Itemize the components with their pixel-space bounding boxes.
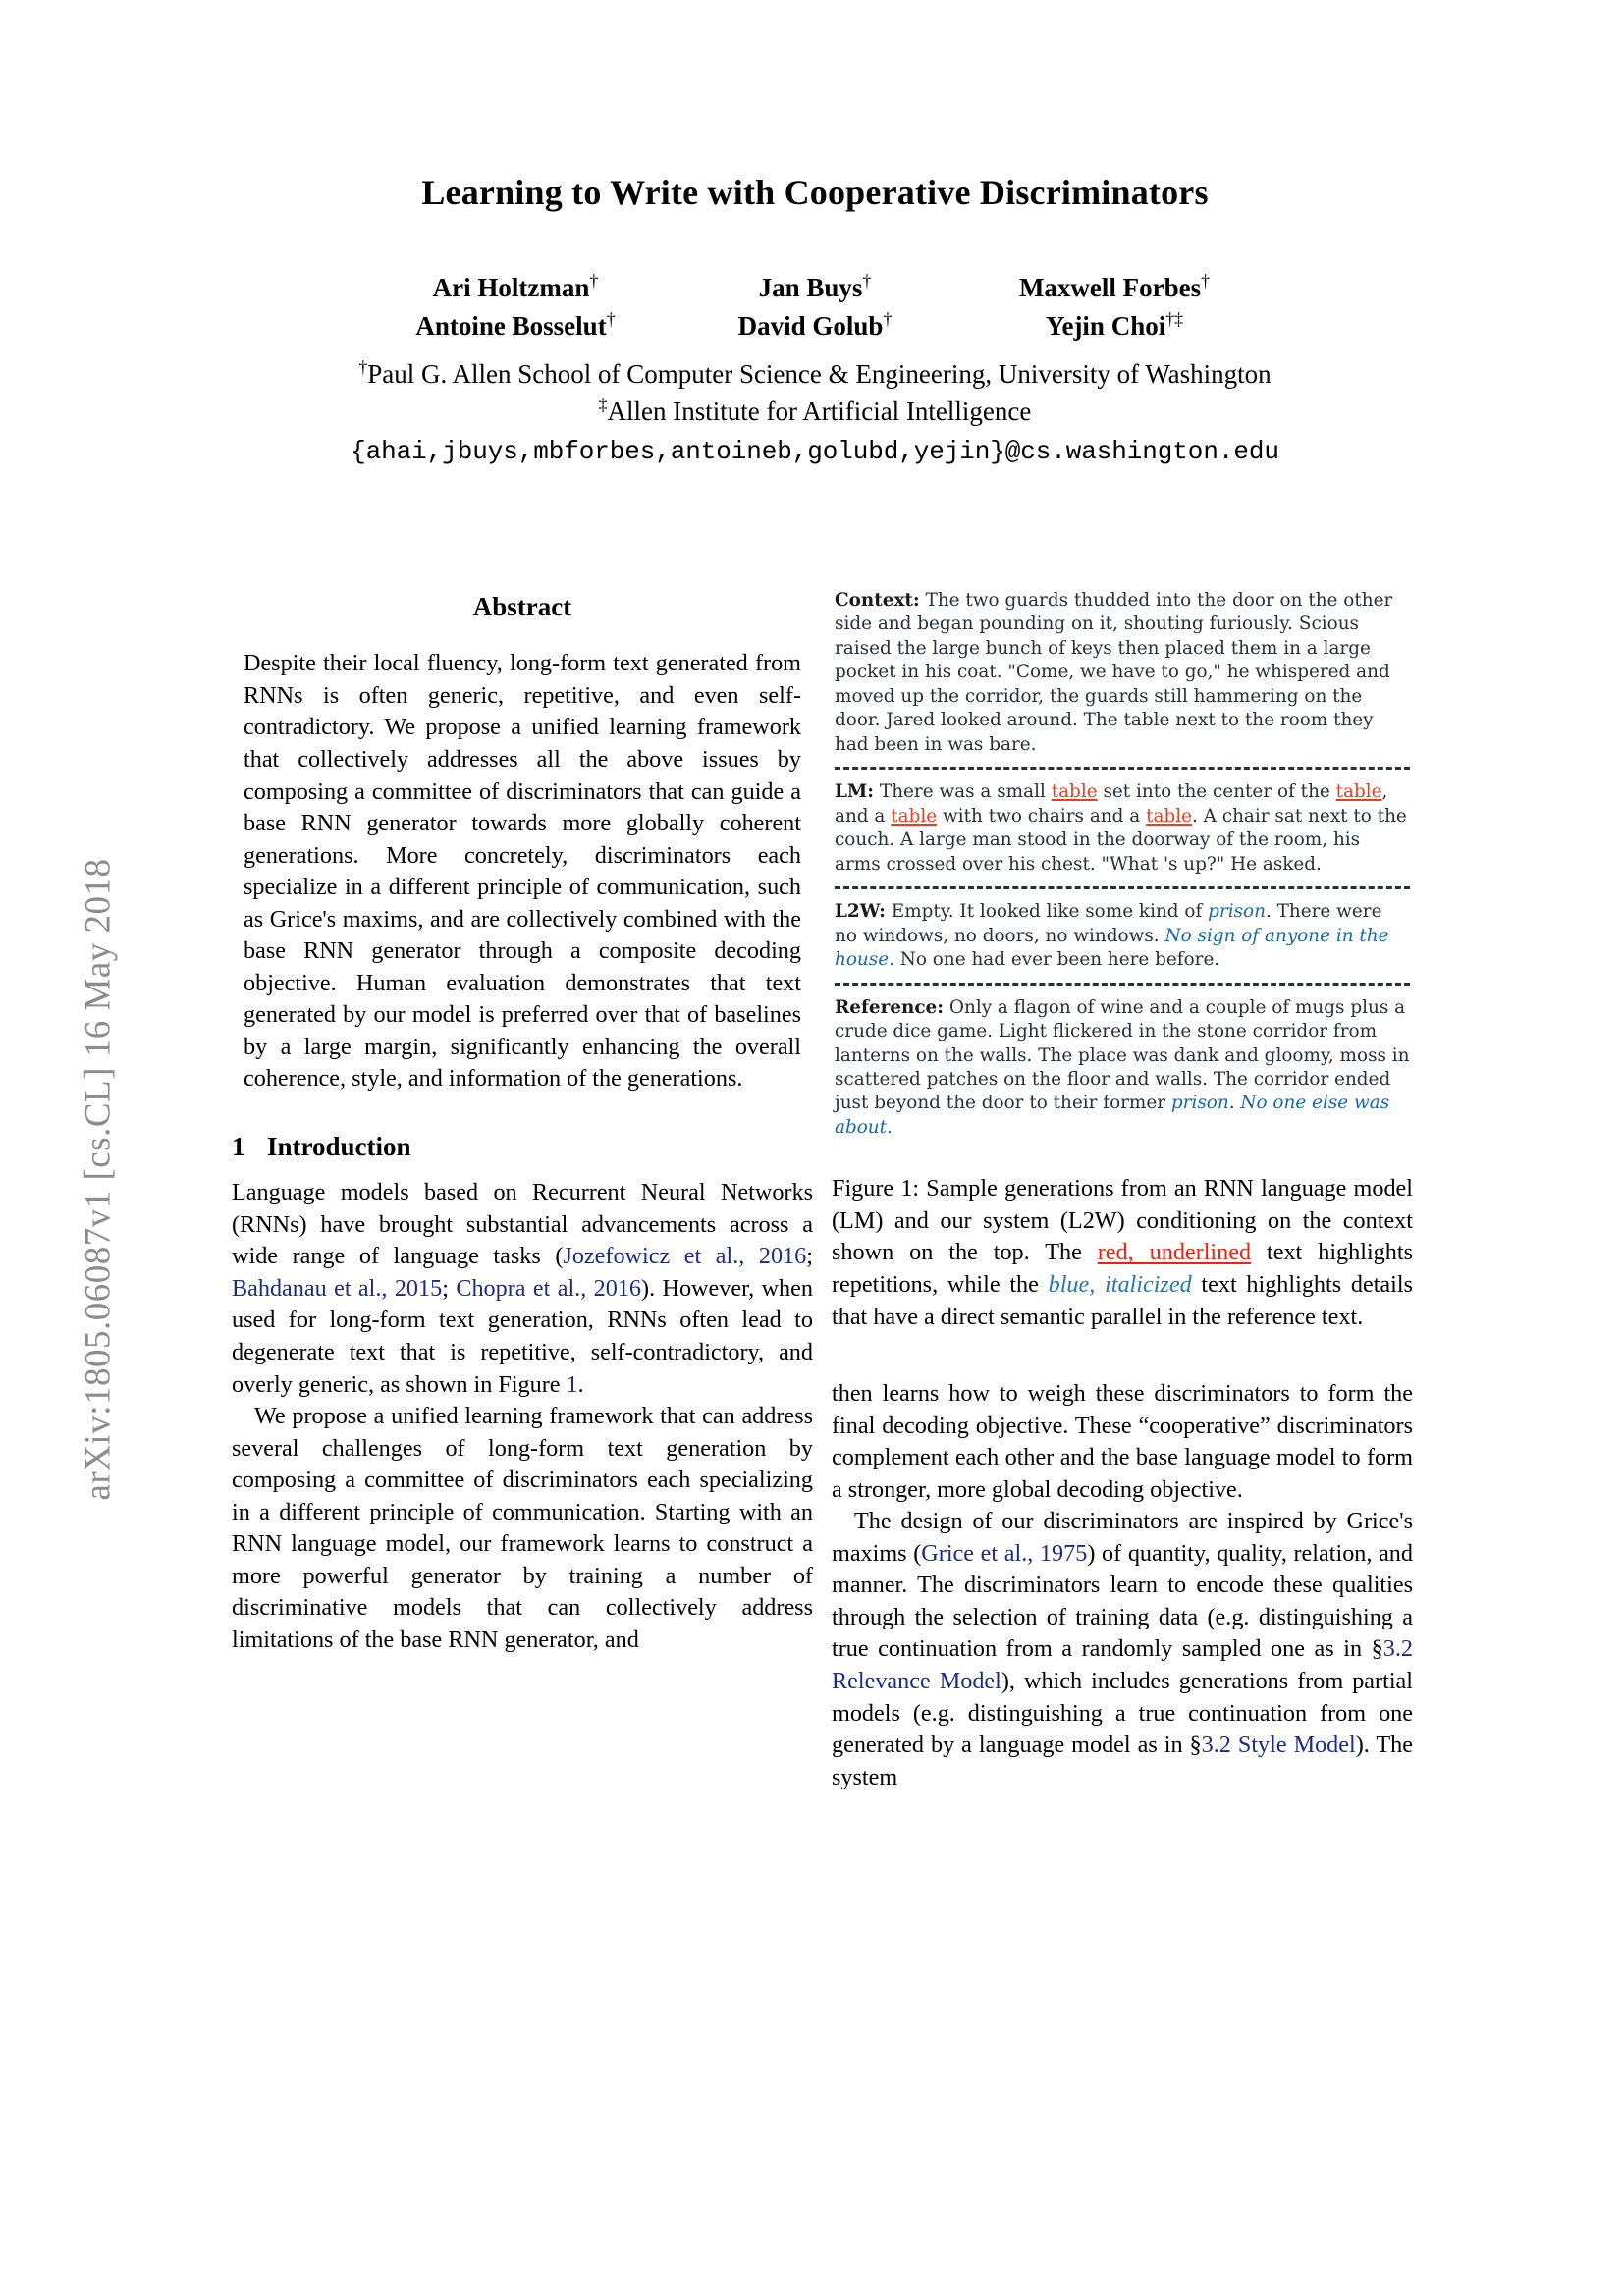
left-column — [232, 589, 813, 1656]
figure-reference-link[interactable]: 1 — [566, 1370, 578, 1398]
caption-text-a: Figure 1: Sample generations from an RNN language model (LM) and our system (L2W) conditioning on the context shown on the top. The — [832, 1175, 1413, 1266]
parallel-highlight: prison — [1208, 901, 1266, 923]
author-antoine-bosselut: Antoine Bosselut† — [415, 308, 616, 341]
section-heading-introduction — [232, 1129, 813, 1164]
citation-separator: ; — [442, 1274, 457, 1302]
figure-block-context — [835, 589, 1410, 757]
repetition-highlight: table — [1146, 805, 1192, 827]
lm-text-8: . A chair sat next to the couch. A large man stood in the doorway of the room, his arms crossed over his chest. "What 's up?" He asked. — [835, 805, 1407, 875]
author-affiliation-mark: † — [862, 271, 872, 292]
figure-1-caption — [832, 1173, 1413, 1333]
repetition-highlight: table — [1335, 781, 1382, 803]
parallel-highlight: No sign of anyone in the house. — [835, 925, 1389, 971]
ref-text-2: . — [1228, 1093, 1241, 1114]
figure-block-l2w — [835, 900, 1410, 972]
abstract-body: Despite their local fluency, long-form text generated from RNNs is often generic, repetitive, and even self-contradictory. We propose a unified learning framework that collectively addresses all the above issues by composing a committee of discriminators that can guide a base RNN generator towards more globally coherent generations. More concretely, discriminators each specialize in a different principle of communication, such as Grice's maxims, and are collectively combined with the base RNN generator through a composite decoding objective. Human evaluation demonstrates that text generated by our model is preferred over that of baselines by a large margin, significantly enhancing the overall coherence, style, and information of the generations. — [244, 650, 801, 1093]
author-list — [162, 269, 1468, 345]
author-yejin-choi: Yejin Choi†‡ — [1045, 308, 1184, 341]
l2w-text-4: No one had ever been here before. — [893, 949, 1220, 971]
section-link-relevance-model[interactable]: 3.2 Relevance Model — [832, 1635, 1413, 1695]
author-affiliation-mark: † — [606, 308, 616, 329]
author-maxwell-forbes: Maxwell Forbes† — [1018, 271, 1211, 303]
figure-divider-3 — [835, 983, 1410, 986]
affiliation-mark: † — [358, 356, 368, 377]
author-affiliation-mark: †‡ — [1165, 308, 1184, 329]
arxiv-stamp-text: arXiv:1805.06087v1 [cs.CL] 16 May 2018 — [78, 858, 119, 1501]
intro-text-a: Language models based on Recurrent Neural Networks (RNNs) have brought substantial advancements across a wide range of language tasks ( — [232, 1179, 813, 1270]
right-text-c: ), which includes generations from partial models (e.g. distinguishing a true continuation from one generated by a language model as in § — [832, 1668, 1413, 1759]
contact-email: {ahai,jbuys,mbforbes,antoineb,golubd,yejin}@cs.washington.edu — [351, 437, 1279, 467]
figure-1-panel — [832, 589, 1413, 1140]
lm-text-0: There was a small — [874, 781, 1052, 803]
right-column-body — [832, 1378, 1413, 1793]
right-paragraph-2 — [832, 1506, 1413, 1793]
figure-label-reference: Reference: — [835, 996, 945, 1018]
abstract-heading: Abstract — [472, 592, 572, 621]
parallel-highlight: prison — [1170, 1093, 1229, 1114]
section-title: Introduction — [267, 1131, 411, 1161]
lm-text-2: set into the center of the — [1097, 781, 1336, 803]
caption-text-b: text highlights repetitions, while the — [832, 1239, 1413, 1299]
figure-label-lm: LM: — [835, 781, 875, 803]
repetition-highlight: table — [891, 805, 938, 827]
section-link-style-model[interactable]: 3.2 Style Model — [1201, 1732, 1356, 1759]
affiliation-ai2: ‡Allen Institute for Artificial Intelligence — [598, 394, 1032, 426]
author-jan-buys: Jan Buys† — [758, 271, 872, 303]
affiliation-mark: ‡ — [598, 394, 608, 414]
affiliation-uw: †Paul G. Allen School of Computer Science & Engineering, University of Washington — [358, 356, 1272, 389]
figure-divider-2 — [835, 886, 1410, 889]
right-text-a: The design of our discriminators are inspired by Grice's maxims ( — [832, 1508, 1413, 1567]
l2w-text-2: . There were no windows, no doors, no windows. — [835, 901, 1382, 946]
intro-text-b: ). However, when used for long-form text generation, RNNs often lead to degenerate text that is repetitive, self-contradictory, and overly generic, as shown in Figure — [232, 1274, 813, 1398]
figure-divider-1 — [835, 767, 1410, 770]
figure-text-context: The two guards thudded into the door on the other side and began pounding on it, shouting furiously. Scious raised the large bunch of keys then placed them in a large pocket in his coat. "Come, we have to go," he whispered and moved up the corridor, the guards still hammering on the door. Jared looked around. The table next to the room they had been in was bare. — [835, 590, 1393, 755]
intro-text-c: . — [577, 1370, 584, 1398]
caption-red-legend: red, underlined — [1097, 1239, 1252, 1266]
right-paragraph-1: then learns how to weigh these discriminators to form the final decoding objective. These “cooperative” discriminators complement each other and the base language model to form a stronger, more global decoding objective. — [832, 1380, 1413, 1503]
author-row-1 — [162, 269, 1468, 306]
section-number: 1 — [232, 1131, 245, 1161]
parallel-highlight: No one else was about. — [835, 1093, 1390, 1138]
title-block — [162, 172, 1468, 466]
citation-chopra[interactable]: Chopra et al., 2016 — [456, 1274, 642, 1302]
citation-grice[interactable]: Grice et al., 1975 — [921, 1539, 1088, 1567]
right-text-d: ). The system — [832, 1732, 1413, 1790]
intro-paragraph-1 — [232, 1177, 813, 1401]
right-text-b: ) of quantity, quality, relation, and manner. The discriminators learn to encode these qualities through the selection of training data (e.g. distinguishing a true continuation from a randomly sampled one as in § — [832, 1539, 1413, 1663]
author-affiliation-mark: † — [1201, 271, 1211, 292]
citation-jozefowicz[interactable]: Jozefowicz et al., 2016 — [563, 1243, 807, 1270]
repetition-highlight: table — [1051, 781, 1098, 803]
lm-text-6: with two chairs and a — [937, 805, 1147, 827]
right-column — [832, 589, 1413, 1793]
figure-label-context: Context: — [835, 590, 920, 611]
figure-block-reference — [835, 996, 1410, 1141]
author-affiliation-mark: † — [589, 271, 599, 292]
figure-label-l2w: L2W: — [835, 901, 886, 923]
author-david-golub: David Golub† — [737, 308, 893, 341]
author-ari-holtzman: Ari Holtzman† — [432, 271, 599, 303]
citation-bahdanau[interactable]: Bahdanau et al., 2015 — [232, 1274, 443, 1302]
lm-text-4: , and a — [835, 781, 1388, 827]
author-affiliation-mark: † — [883, 308, 893, 329]
ref-text-0: Only a flagon of wine and a couple of mugs plus a crude dice game. Light flickered in the stone corridor from lanterns on the walls. The place was dank and gloomy, moss in scattered patches on the floor and walls. The corridor ended just beyond the door to their former — [835, 996, 1410, 1114]
caption-blue-legend: blue, italicized — [1048, 1271, 1192, 1299]
figure-block-lm — [835, 780, 1410, 877]
intro-paragraph-2: We propose a unified learning framework that can address several challenges of long-form text generation by composing a committee of discriminators each specializing in a different principle of communication. Starting with an RNN language model, our framework learns to construct a more powerful generator by training a number of discriminative models that can collectively address limitations of the base RNN generator, and — [232, 1403, 813, 1653]
affiliation-list — [162, 355, 1468, 429]
author-row-2 — [162, 307, 1468, 345]
page-title: Learning to Write with Cooperative Discriminators — [421, 173, 1209, 212]
l2w-text-0: Empty. It looked like some kind of — [885, 901, 1209, 923]
arxiv-stamp — [0, 0, 118, 2296]
caption-text-c: text highlights details that have a direct semantic parallel in the reference text. — [832, 1271, 1414, 1330]
citation-separator: ; — [806, 1243, 813, 1270]
